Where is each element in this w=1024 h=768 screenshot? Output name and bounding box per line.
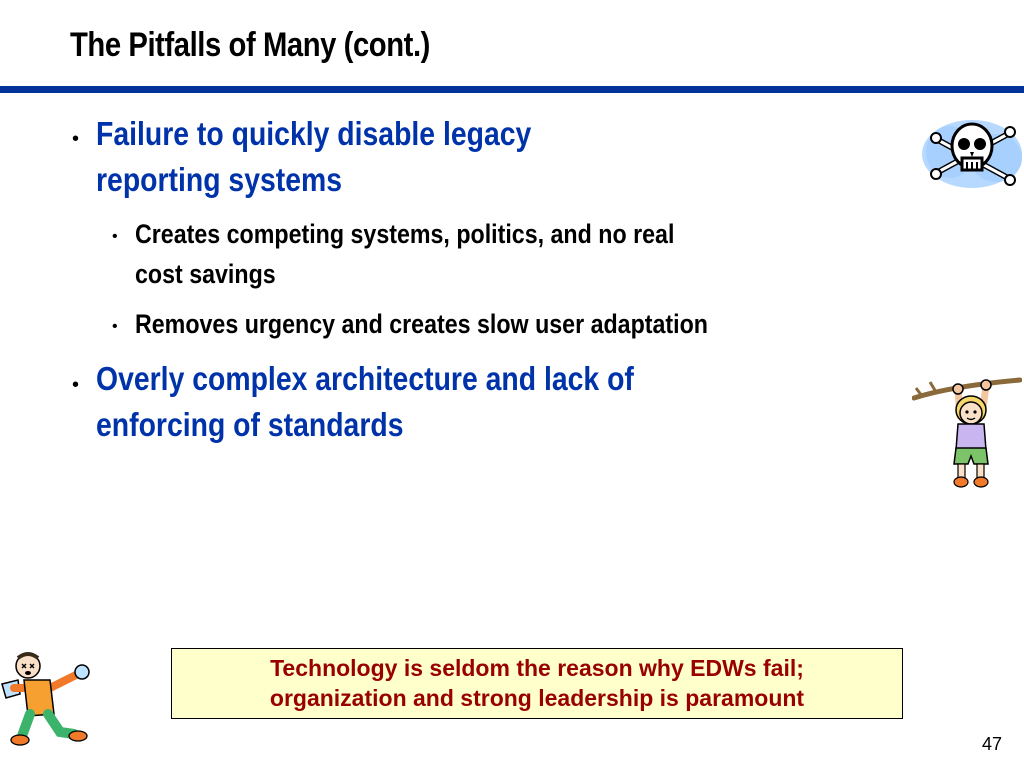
skull-crossbones-icon xyxy=(920,112,1024,196)
sub-bullet-2-line-1: Removes urgency and creates slow user adaptation xyxy=(135,309,708,339)
sub-bullet-1 xyxy=(135,214,674,294)
bullet-2-line-1: Overly complex architecture and lack of xyxy=(96,360,634,397)
bullet-1-line-2: reporting systems xyxy=(96,161,343,198)
page-number: 47 xyxy=(981,734,1002,754)
callout-line-2: organization and strong leadership is paramount xyxy=(269,685,805,711)
callout-box xyxy=(171,648,903,719)
sub-bullet-1-line-1: Creates competing systems, politics, and no real xyxy=(135,219,675,249)
bullet-marker: • xyxy=(72,128,80,150)
sub-bullet-marker: • xyxy=(112,228,118,245)
sub-bullet-2 xyxy=(135,304,708,344)
sub-bullet-1-line-2: cost savings xyxy=(135,259,276,289)
girl-hanging-branch-icon xyxy=(912,372,1022,490)
bullet-marker: • xyxy=(72,374,80,396)
bullet-1-line-1: Failure to quickly disable legacy xyxy=(96,115,532,152)
slide-title: The Pitfalls of Many (cont.) xyxy=(70,26,430,64)
title-rule xyxy=(0,86,1024,93)
bullet-1 xyxy=(96,111,531,203)
callout-text xyxy=(172,653,902,713)
sub-bullet-marker: • xyxy=(112,318,118,335)
frustrated-person-icon xyxy=(0,648,96,748)
bullet-2-line-2: enforcing of standards xyxy=(96,406,404,443)
callout-line-1: Technology is seldom the reason why EDWs fail; xyxy=(270,655,804,681)
bullet-2 xyxy=(96,356,634,448)
